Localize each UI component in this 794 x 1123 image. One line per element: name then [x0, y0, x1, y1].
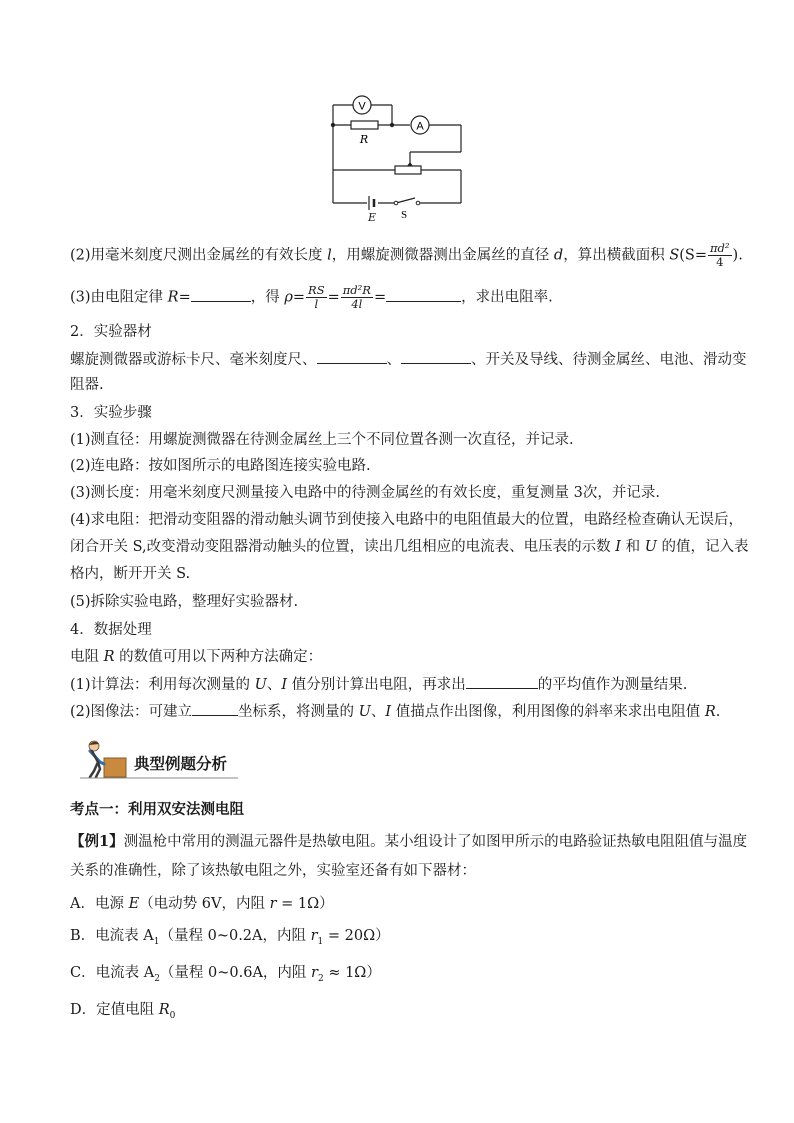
step-2: (2)连电路：按如图所示的电路图连接实验电路. [70, 458, 371, 474]
resistor-icon [351, 121, 378, 146]
answer-blank [401, 349, 471, 364]
sec2-line2: 阻器. [70, 377, 104, 393]
junction-dot [331, 123, 335, 127]
answer-blank [386, 287, 461, 302]
method-1: (1)计算法：利用每次测量的 U、I 值分别计算出电阻，再求出 的平均值作为测量结果. [70, 674, 687, 695]
step2-line: (2)用毫米刻度尺测出金属丝的有效长度 l，用螺旋测微器测出金属丝的直径 d，算出横截面积 S(S= $\frac{\text{πd²}}{4}$ ). [70, 241, 743, 269]
option-c: C．电流表 $A_2$（量程 0~0.6A，内阻 $r_2 \approx 1\Omega$） [70, 965, 381, 984]
sec2-line1: 螺旋测微器或游标卡尺、毫米刻度尺、 、 、开关及导线、待测金属丝、电池、滑动变 [70, 349, 747, 370]
answer-blank [466, 674, 538, 689]
banner-title: 典型例题分析 [134, 754, 228, 773]
kaodian-heading: 考点一：利用双安法测电阻 [70, 801, 244, 818]
step3-line: (3)由电阻定律 R= ，得 ρ= $\frac{RS}{l}$ = $\frac{\text{πd²R}}{4l}$ = ，求出电阻率. [70, 283, 553, 311]
ammeter-icon [411, 116, 429, 134]
step-4a: (4)求电阻：把滑动变阻器的滑动触头调节到使接入电路中的电阻值最大的位置，电路经检查确认无误后， [70, 512, 744, 528]
battery-icon [367, 196, 376, 222]
svg-text:V: V [358, 100, 366, 113]
svg-text:E: E [367, 211, 377, 222]
answer-blank [317, 349, 387, 364]
example-line2: 关系的准确性，除了该热敏电阻之外，实验室还备有如下器材： [70, 863, 476, 879]
svg-text:S: S [400, 209, 408, 221]
option-a: A．电源 E（电动势 6V，内阻 r = 1Ω） [70, 896, 334, 912]
step-4c: 格内，断开开关 S. [70, 566, 191, 582]
step-1: (1)测直径：用螺旋测微器在待测金属丝上三个不同位置各测一次直径，并记录. [70, 432, 574, 448]
option-d: D．定值电阻 $R_0$ [70, 1002, 176, 1021]
answer-blank [192, 701, 238, 716]
section-title: 2．实验器材 [70, 324, 152, 340]
method-2: (2)图像法：可建立 坐标系，将测量的 U、I 值描点作出图像，利用图像的斜率来求出电阻值 R. [70, 701, 720, 722]
answer-blank [191, 287, 251, 302]
step-3: (3)测长度：用毫米刻度尺测量接入电路中的待测金属丝的有效长度，重复测量 3次，并记录. [70, 485, 660, 501]
section-title: 4．数据处理 [70, 622, 152, 638]
example-tag: 【例1】 [70, 833, 124, 850]
switch-icon [394, 201, 420, 221]
option-b: B．电流表 $A_1$（量程 0~0.2A，内阻 $r_1 = 20\Omega$） [70, 928, 390, 947]
svg-text:A: A [416, 120, 424, 133]
sec4-intro: 电阻 R 的数值可用以下两种方法确定： [70, 649, 323, 665]
circuit-diagram [320, 92, 470, 222]
area-fraction: $\frac{\text{πd²}}{4}$ [710, 241, 730, 269]
section-banner [78, 738, 248, 780]
example-line1: 【例1】测温枪中常用的测温元器件是热敏电阻。某小组设计了如图甲所示的电路验证热敏电阻阻值与温度 [70, 833, 748, 850]
junction-dot [390, 123, 394, 127]
svg-text:R: R [359, 133, 369, 146]
step-5: (5)拆除实验电路，整理好实验器材. [70, 594, 299, 610]
section-title: 3．实验步骤 [70, 405, 152, 421]
voltmeter-icon [353, 96, 371, 114]
rheostat-icon [395, 162, 421, 174]
step-4b: 闭合开关 S,改变滑动变阻器滑动触头的位置，读出几组相应的电流表、电压表的示数 I 和 U 的值，记入表 [70, 539, 749, 555]
